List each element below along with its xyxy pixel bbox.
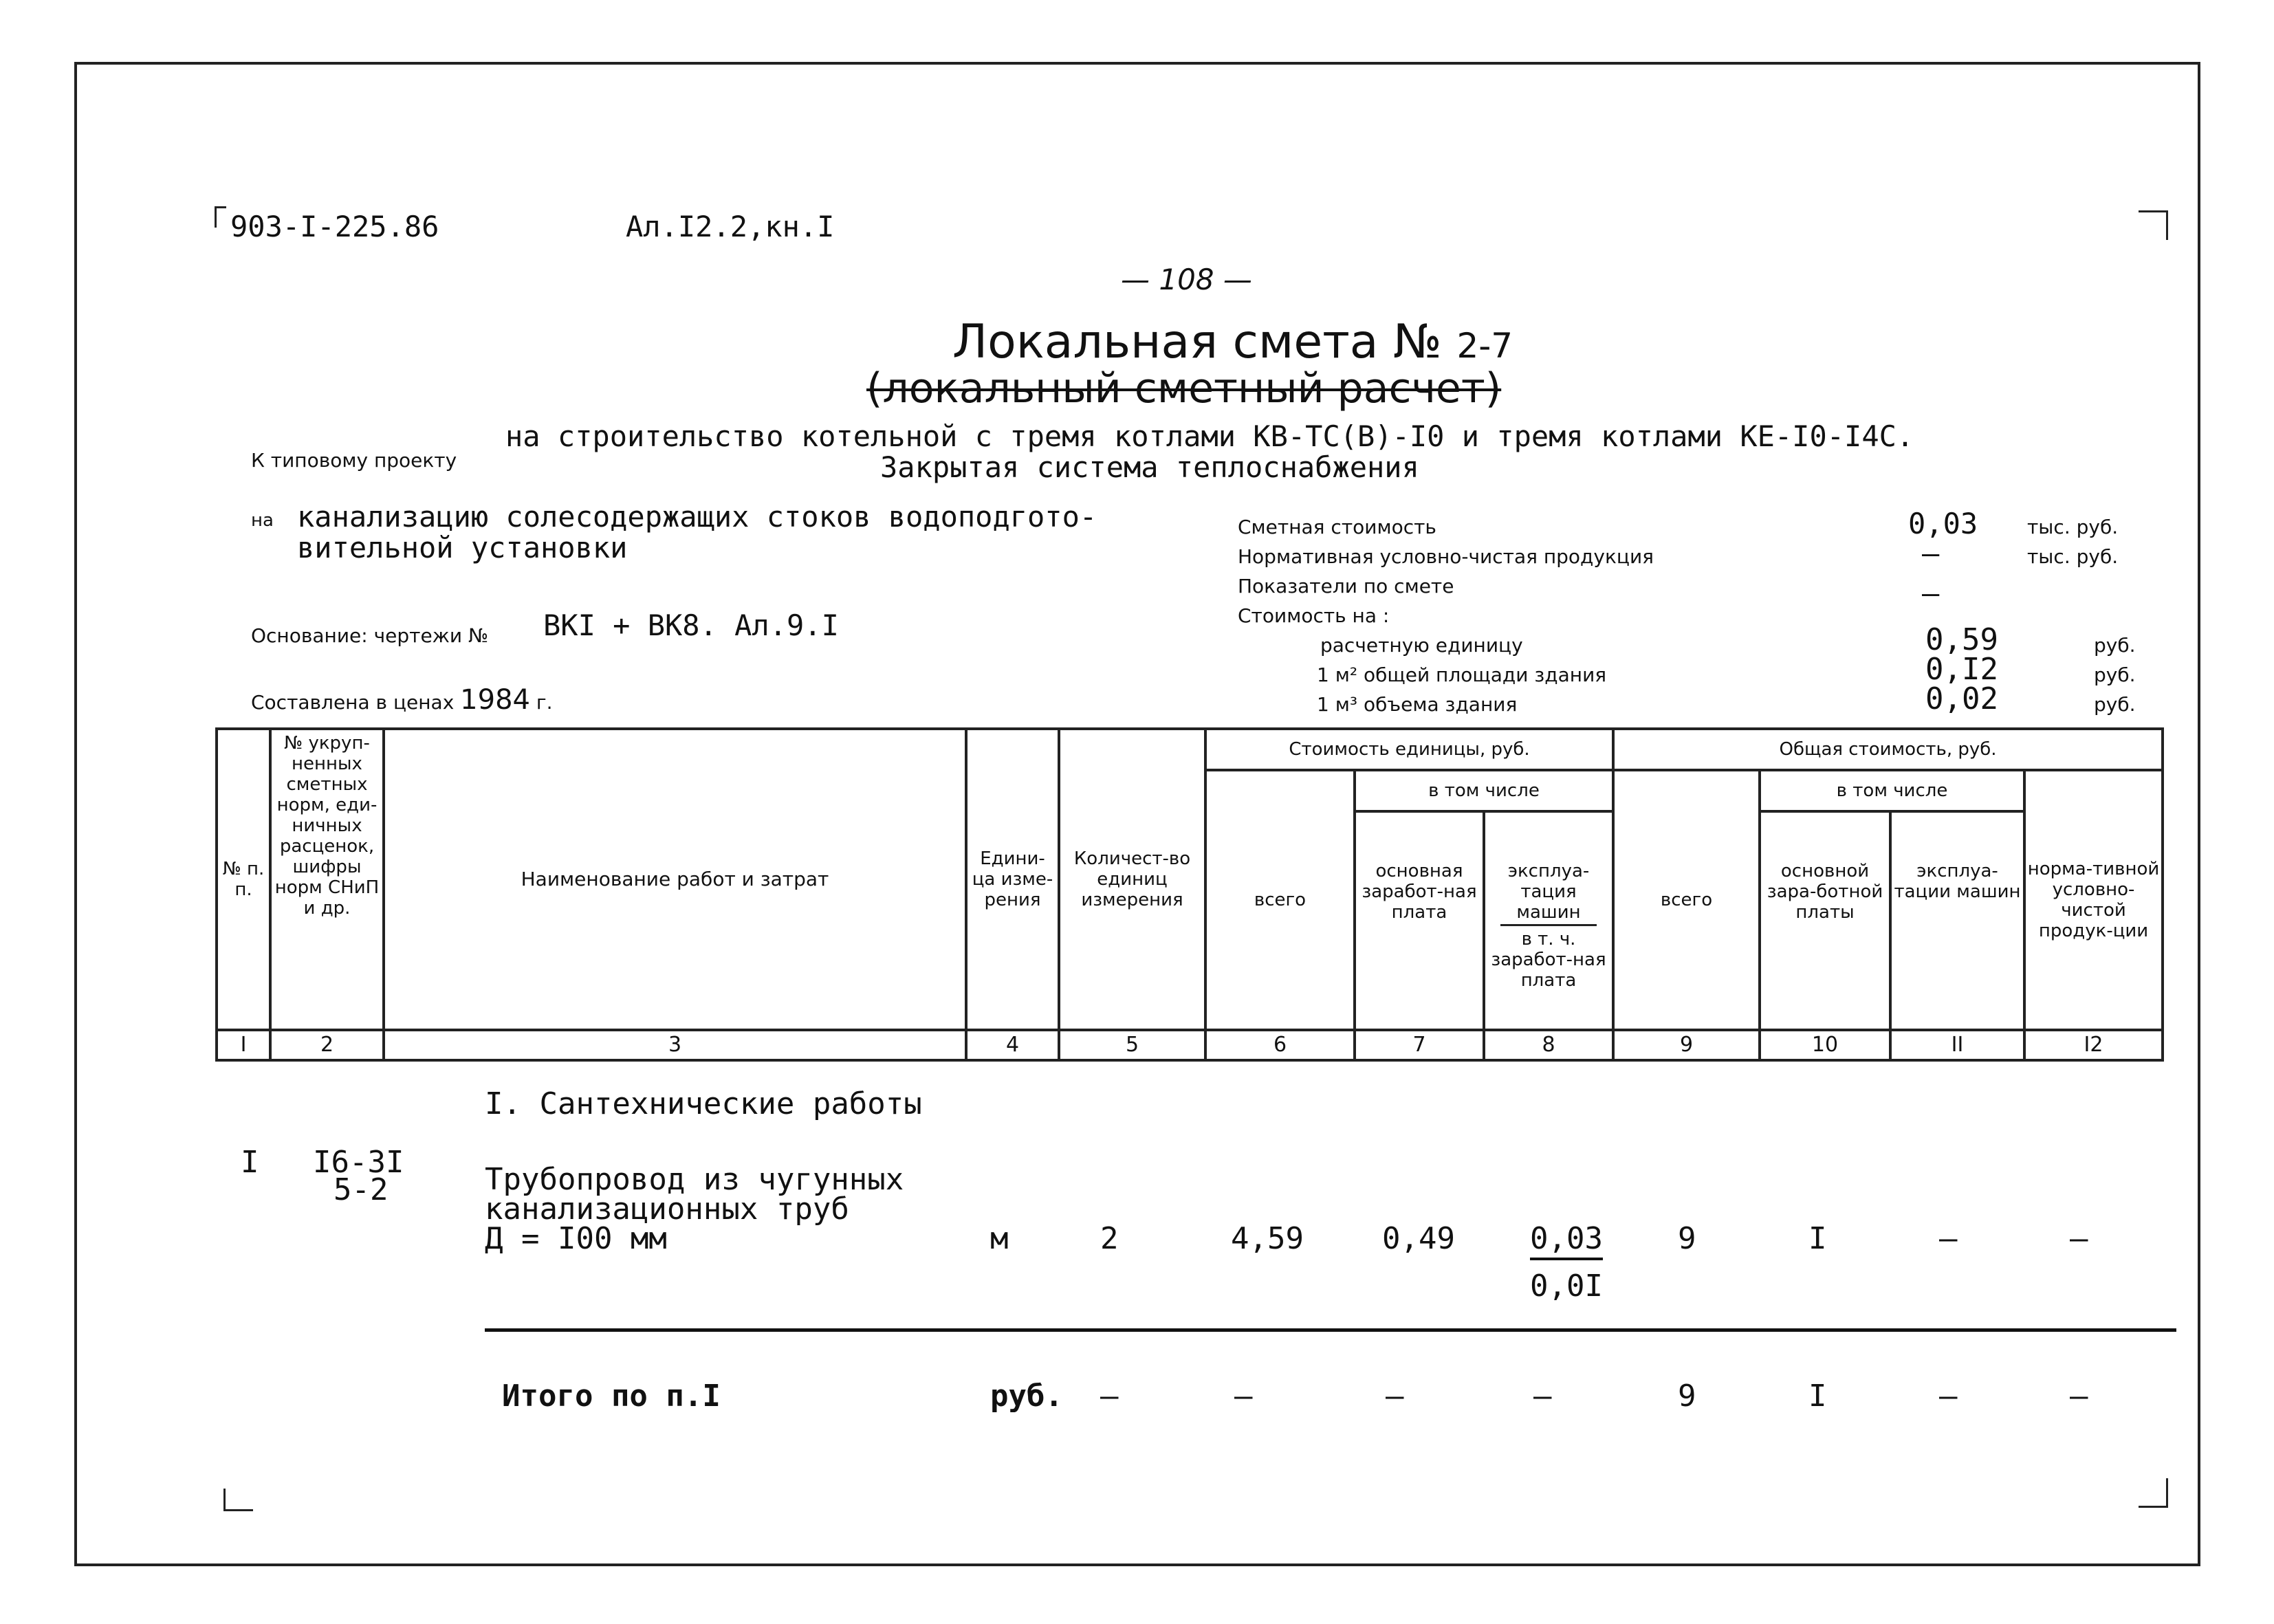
project-label: К типовому проекту bbox=[251, 449, 457, 472]
estimate-table-header bbox=[215, 727, 2164, 1062]
col-number: 2 bbox=[270, 1030, 384, 1060]
subtotal-c6: – bbox=[1234, 1379, 1253, 1414]
item-total-normative: – bbox=[2070, 1221, 2088, 1256]
per-unit-unit: руб. bbox=[2094, 634, 2136, 657]
header-unit-cost-group: Стоимость единицы, руб. bbox=[1205, 729, 1613, 770]
subtotal-total: 9 bbox=[1678, 1379, 1696, 1414]
header-col-code: № укруп-ненных сметных норм, еди-ничных расценок, шифры норм СНиП и др. bbox=[270, 729, 384, 1030]
estimated-cost-unit: тыс. руб. bbox=[2027, 516, 2119, 538]
subtotal-c5: – bbox=[1100, 1379, 1119, 1414]
item-unit-total: 4,59 bbox=[1231, 1221, 1304, 1256]
page-number: — 108 — bbox=[1121, 263, 1252, 296]
item-total: 9 bbox=[1678, 1221, 1696, 1256]
on-value-line1: канализацию солесодержащих стоков водоподгото- bbox=[297, 500, 1097, 534]
basis-value: ВКI + ВК8. Ал.9.I bbox=[543, 608, 839, 642]
per-unit-label: расчетную единицу bbox=[1320, 634, 1523, 657]
estimate-number: 2-7 bbox=[1456, 326, 1513, 366]
header-col-unit: Едини-ца изме-рения bbox=[966, 729, 1059, 1030]
header-col-unit-wage: основная заработ-ная плата bbox=[1355, 811, 1484, 1030]
subtotal-total-wage: I bbox=[1808, 1379, 1827, 1414]
col-number: 10 bbox=[1760, 1030, 1890, 1060]
prices-line bbox=[251, 684, 553, 716]
subtotal-total-machine: – bbox=[1939, 1379, 1958, 1414]
item-code-bottom: 5-2 bbox=[334, 1172, 389, 1207]
normative-label: Нормативная условно-чистая продукция bbox=[1238, 545, 1654, 568]
item-unit-machine-wage: 0,0I bbox=[1530, 1269, 1603, 1304]
project-value-line2: Закрытая система теплоснабжения bbox=[880, 450, 1419, 484]
col-number: 8 bbox=[1484, 1030, 1613, 1060]
indicators-label: Показатели по смете bbox=[1238, 575, 1454, 597]
document-code: 903-I-225.86 bbox=[230, 210, 439, 243]
item-name-line2: канализационных труб bbox=[485, 1192, 849, 1227]
header-col-qty: Количест-во единиц измерения bbox=[1059, 729, 1205, 1030]
estimate-title bbox=[952, 315, 1513, 369]
item-name-line1: Трубопровод из чугунных bbox=[485, 1162, 904, 1197]
basis-label: Основание: чертежи № bbox=[251, 624, 489, 647]
per-unit-value: 0,59 bbox=[1925, 622, 1998, 657]
header-col-unit-machine-top: эксплуа-тация машин bbox=[1500, 861, 1597, 926]
header-col-unit-total: всего bbox=[1205, 770, 1355, 1030]
col-number: 3 bbox=[384, 1030, 966, 1060]
col-number: I bbox=[217, 1030, 270, 1060]
item-name-line3: Д = I00 мм bbox=[485, 1221, 667, 1256]
estimate-title-text: Локальная смета № bbox=[952, 315, 1442, 369]
item-code-top: I6-3I bbox=[313, 1145, 404, 1180]
prices-year: 1984 bbox=[460, 684, 530, 716]
per-volume-label: 1 м³ объема здания bbox=[1317, 693, 1518, 716]
item-no: I bbox=[241, 1145, 259, 1180]
per-volume-unit: руб. bbox=[2094, 693, 2136, 716]
on-value-line2: вительной установки bbox=[297, 531, 628, 564]
section-title: I. Сантехнические работы bbox=[485, 1086, 922, 1121]
header-col-total-machine: эксплуа-тации машин bbox=[1890, 811, 2024, 1030]
header-col-unit-machine-bottom: в т. ч. заработ-ная плата bbox=[1491, 929, 1606, 991]
col-number: I2 bbox=[2024, 1030, 2163, 1060]
prices-suffix: г. bbox=[536, 691, 553, 714]
header-total-cost-group: Общая стоимость, руб. bbox=[1613, 729, 2163, 770]
cost-per-label: Стоимость на : bbox=[1238, 604, 1390, 627]
corner-mark-bottom-right bbox=[2139, 1478, 2168, 1508]
header-col-no: № п. п. bbox=[217, 729, 270, 1030]
header-total-including: в том числе bbox=[1760, 770, 2024, 811]
col-number: 4 bbox=[966, 1030, 1059, 1060]
corner-mark-bottom-left bbox=[223, 1489, 253, 1511]
subtotal-unit: руб. bbox=[990, 1379, 1063, 1414]
on-label: на bbox=[251, 510, 274, 531]
estimated-cost-value: 0,03 bbox=[1908, 507, 1978, 540]
subtotal-label: Итого по п.I bbox=[502, 1379, 721, 1414]
subtotal-c8: – bbox=[1533, 1379, 1552, 1414]
col-number: II bbox=[1890, 1030, 2024, 1060]
subtotal-total-normative: – bbox=[2070, 1379, 2088, 1414]
estimated-cost-label: Сметная стоимость bbox=[1238, 516, 1436, 538]
subtotal-c7: – bbox=[1386, 1379, 1404, 1414]
corner-mark-top-right bbox=[2139, 210, 2168, 240]
per-area-unit: руб. bbox=[2094, 663, 2136, 686]
per-volume-value: 0,02 bbox=[1925, 681, 1998, 716]
corner-mark-top-left bbox=[215, 206, 226, 228]
header-col-normative: норма-тивной условно-чистой продук-ции bbox=[2024, 770, 2163, 1030]
normative-value: – bbox=[1922, 536, 1940, 570]
subtotal-divider bbox=[485, 1328, 2176, 1332]
item-total-machine: – bbox=[1939, 1221, 1958, 1256]
per-area-value: 0,I2 bbox=[1925, 652, 1998, 687]
header-col-name: Наименование работ и затрат bbox=[384, 729, 966, 1030]
item-qty: 2 bbox=[1100, 1221, 1119, 1256]
col-number: 9 bbox=[1613, 1030, 1760, 1060]
header-col-total-wage: основной зара-ботной платы bbox=[1760, 811, 1890, 1030]
per-area-label: 1 м² общей площади здания bbox=[1317, 663, 1607, 686]
col-number: 7 bbox=[1355, 1030, 1484, 1060]
prices-label: Составлена в ценах bbox=[251, 691, 455, 714]
item-total-wage: I bbox=[1808, 1221, 1827, 1256]
item-unit: м bbox=[990, 1221, 1009, 1256]
indicators-value: – bbox=[1922, 576, 1940, 610]
album-reference: Ал.I2.2,кн.I bbox=[626, 210, 835, 243]
col-number: 6 bbox=[1205, 1030, 1355, 1060]
header-col-total: всего bbox=[1613, 770, 1760, 1030]
normative-unit: тыс. руб. bbox=[2027, 545, 2119, 568]
header-col-unit-machine bbox=[1484, 811, 1613, 1030]
col-number: 5 bbox=[1059, 1030, 1205, 1060]
project-value-line1: на строительство котельной с тремя котлами КВ-ТС(В)-I0 и тремя котлами КЕ-I0-I4С. bbox=[505, 419, 1914, 453]
item-unit-machine: 0,03 bbox=[1530, 1221, 1603, 1260]
item-unit-wage: 0,49 bbox=[1382, 1221, 1455, 1256]
header-unit-including: в том числе bbox=[1355, 770, 1613, 811]
struck-subtitle: (локальный сметный расчет) bbox=[866, 364, 1502, 413]
